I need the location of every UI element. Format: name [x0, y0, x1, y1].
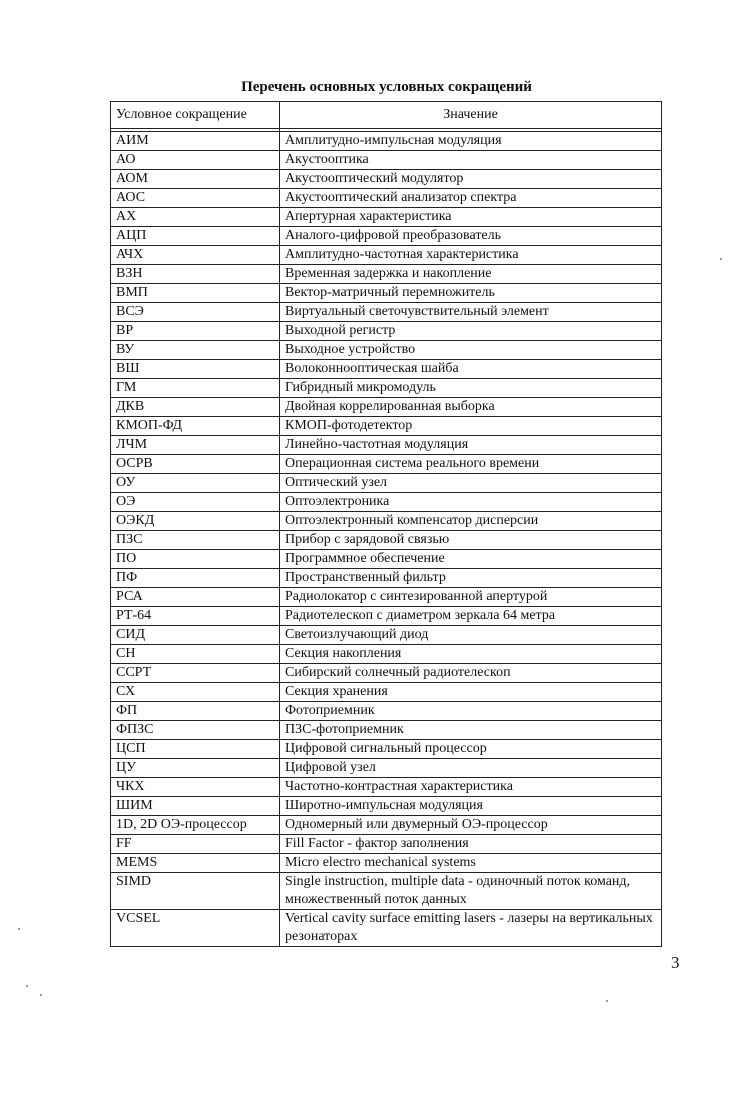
table-row	[111, 512, 662, 531]
table-row	[111, 721, 662, 740]
table-row	[111, 778, 662, 797]
abbreviation-cell: ШИМ	[111, 797, 280, 816]
abbreviation-cell: ПЗС	[111, 531, 280, 550]
table-row	[111, 227, 662, 246]
table-row	[111, 645, 662, 664]
table-row	[111, 759, 662, 778]
abbreviation-cell: РТ-64	[111, 607, 280, 626]
table-row	[111, 284, 662, 303]
scan-speck	[40, 994, 42, 996]
meaning-cell: Fill Factor - фактор заполнения	[280, 835, 662, 854]
table-row	[111, 702, 662, 721]
abbreviation-cell: ВЗН	[111, 265, 280, 284]
table-row	[111, 873, 662, 910]
meaning-column-header: Значение	[280, 102, 662, 129]
scan-speck	[606, 1000, 608, 1002]
page-number: 3	[671, 953, 680, 972]
scan-speck	[18, 928, 20, 930]
abbreviation-cell: ОЭ	[111, 493, 280, 512]
abbreviation-cell: СН	[111, 645, 280, 664]
table-header-row	[111, 102, 662, 129]
meaning-cell: Вектор-матричный перемножитель	[280, 284, 662, 303]
meaning-cell: Vertical cavity surface emitting lasers - лазеры на вертикальных резонаторах	[280, 910, 662, 947]
meaning-cell: Сибирский солнечный радиотелескоп	[280, 664, 662, 683]
abbreviation-cell: ВР	[111, 322, 280, 341]
abbreviation-cell: ВСЭ	[111, 303, 280, 322]
meaning-cell: Радиотелескоп с диаметром зеркала 64 метра	[280, 607, 662, 626]
table-row	[111, 910, 662, 947]
abbreviation-cell: ЦУ	[111, 759, 280, 778]
abbreviation-cell: VCSEL	[111, 910, 280, 947]
table-row	[111, 569, 662, 588]
abbreviation-cell: ССРТ	[111, 664, 280, 683]
abbreviation-cell: АХ	[111, 208, 280, 227]
abbreviation-cell: ГМ	[111, 379, 280, 398]
scan-speck	[720, 258, 722, 260]
meaning-cell: Временная задержка и накопление	[280, 265, 662, 284]
meaning-cell: Акустооптический анализатор спектра	[280, 189, 662, 208]
meaning-cell: Операционная система реального времени	[280, 455, 662, 474]
table-row	[111, 341, 662, 360]
abbreviation-cell: ФП	[111, 702, 280, 721]
table-row	[111, 664, 662, 683]
meaning-cell: ПЗС-фотоприемник	[280, 721, 662, 740]
abbreviation-cell: ОСРВ	[111, 455, 280, 474]
meaning-cell: КМОП-фотодетектор	[280, 417, 662, 436]
meaning-cell: Виртуальный светочувствительный элемент	[280, 303, 662, 322]
table-row	[111, 816, 662, 835]
abbreviation-cell: ВУ	[111, 341, 280, 360]
abbreviation-cell: ОЭКД	[111, 512, 280, 531]
table-row	[111, 835, 662, 854]
abbreviation-cell: ВМП	[111, 284, 280, 303]
table-row	[111, 493, 662, 512]
meaning-cell: Акустооптика	[280, 151, 662, 170]
table-row	[111, 208, 662, 227]
table-row	[111, 797, 662, 816]
meaning-cell: Секция накопления	[280, 645, 662, 664]
abbreviation-cell: ЧКХ	[111, 778, 280, 797]
abbreviation-cell: АОС	[111, 189, 280, 208]
abbreviation-cell: SIMD	[111, 873, 280, 910]
abbreviation-cell: 1D, 2D ОЭ-процессор	[111, 816, 280, 835]
meaning-cell: Прибор с зарядовой связью	[280, 531, 662, 550]
abbreviation-column-header: Условное сокращение	[111, 102, 280, 129]
table-row	[111, 246, 662, 265]
page-title: Перечень основных условных сокращений	[241, 79, 532, 95]
table-row	[111, 626, 662, 645]
meaning-cell: Выходное устройство	[280, 341, 662, 360]
meaning-cell: Цифровой сигнальный процессор	[280, 740, 662, 759]
table-row	[111, 151, 662, 170]
meaning-cell: Линейно-частотная модуляция	[280, 436, 662, 455]
meaning-cell: Пространственный фильтр	[280, 569, 662, 588]
meaning-cell: Гибридный микромодуль	[280, 379, 662, 398]
table-row	[111, 189, 662, 208]
abbreviations-table	[110, 101, 662, 947]
abbreviation-cell: ПО	[111, 550, 280, 569]
abbreviation-cell: СИД	[111, 626, 280, 645]
abbreviation-cell: FF	[111, 835, 280, 854]
meaning-cell: Амплитудно-импульсная модуляция	[280, 132, 662, 151]
meaning-cell: Светоизлучающий диод	[280, 626, 662, 645]
table-row	[111, 531, 662, 550]
table-row	[111, 607, 662, 626]
table-row	[111, 360, 662, 379]
meaning-cell: Волоконнооптическая шайба	[280, 360, 662, 379]
meaning-cell: Амплитудно-частотная характеристика	[280, 246, 662, 265]
table-row	[111, 265, 662, 284]
abbreviation-cell: АЦП	[111, 227, 280, 246]
abbreviation-cell: ВШ	[111, 360, 280, 379]
abbreviation-cell: MEMS	[111, 854, 280, 873]
meaning-cell: Оптоэлектроника	[280, 493, 662, 512]
meaning-cell: Оптоэлектронный компенсатор дисперсии	[280, 512, 662, 531]
meaning-cell: Апертурная характеристика	[280, 208, 662, 227]
table-row	[111, 398, 662, 417]
table-row	[111, 303, 662, 322]
table-row	[111, 455, 662, 474]
meaning-cell: Оптический узел	[280, 474, 662, 493]
abbreviation-cell: АО	[111, 151, 280, 170]
meaning-cell: Цифровой узел	[280, 759, 662, 778]
meaning-cell: Секция хранения	[280, 683, 662, 702]
meaning-cell: Single instruction, multiple data - одиночный поток команд, множественный поток данных	[280, 873, 662, 910]
meaning-cell: Выходной регистр	[280, 322, 662, 341]
table-row	[111, 132, 662, 151]
table-row	[111, 588, 662, 607]
table-row	[111, 170, 662, 189]
abbreviation-cell: ОУ	[111, 474, 280, 493]
meaning-cell: Одномерный или двумерный ОЭ-процессор	[280, 816, 662, 835]
table-row	[111, 322, 662, 341]
abbreviation-cell: ПФ	[111, 569, 280, 588]
abbreviation-cell: АЧХ	[111, 246, 280, 265]
meaning-cell: Широтно-импульсная модуляция	[280, 797, 662, 816]
abbreviation-cell: ФПЗС	[111, 721, 280, 740]
table-row	[111, 854, 662, 873]
abbreviation-cell: АОМ	[111, 170, 280, 189]
scan-speck	[26, 985, 28, 987]
table-row	[111, 417, 662, 436]
abbreviation-cell: СХ	[111, 683, 280, 702]
meaning-cell: Программное обеспечение	[280, 550, 662, 569]
meaning-cell: Акустооптический модулятор	[280, 170, 662, 189]
abbreviation-cell: ДКВ	[111, 398, 280, 417]
meaning-cell: Micro electro mechanical systems	[280, 854, 662, 873]
abbreviation-cell: РСА	[111, 588, 280, 607]
meaning-cell: Аналого-цифровой преобразователь	[280, 227, 662, 246]
table-row	[111, 436, 662, 455]
abbreviation-cell: АИМ	[111, 132, 280, 151]
meaning-cell: Двойная коррелированная выборка	[280, 398, 662, 417]
abbreviation-cell: ЦСП	[111, 740, 280, 759]
table-row	[111, 474, 662, 493]
meaning-cell: Фотоприемник	[280, 702, 662, 721]
meaning-cell: Частотно-контрастная характеристика	[280, 778, 662, 797]
meaning-cell: Радиолокатор с синтезированной апертурой	[280, 588, 662, 607]
abbreviation-cell: ЛЧМ	[111, 436, 280, 455]
table-row	[111, 550, 662, 569]
abbreviation-cell: КМОП-ФД	[111, 417, 280, 436]
table-row	[111, 379, 662, 398]
table-row	[111, 683, 662, 702]
table-row	[111, 740, 662, 759]
